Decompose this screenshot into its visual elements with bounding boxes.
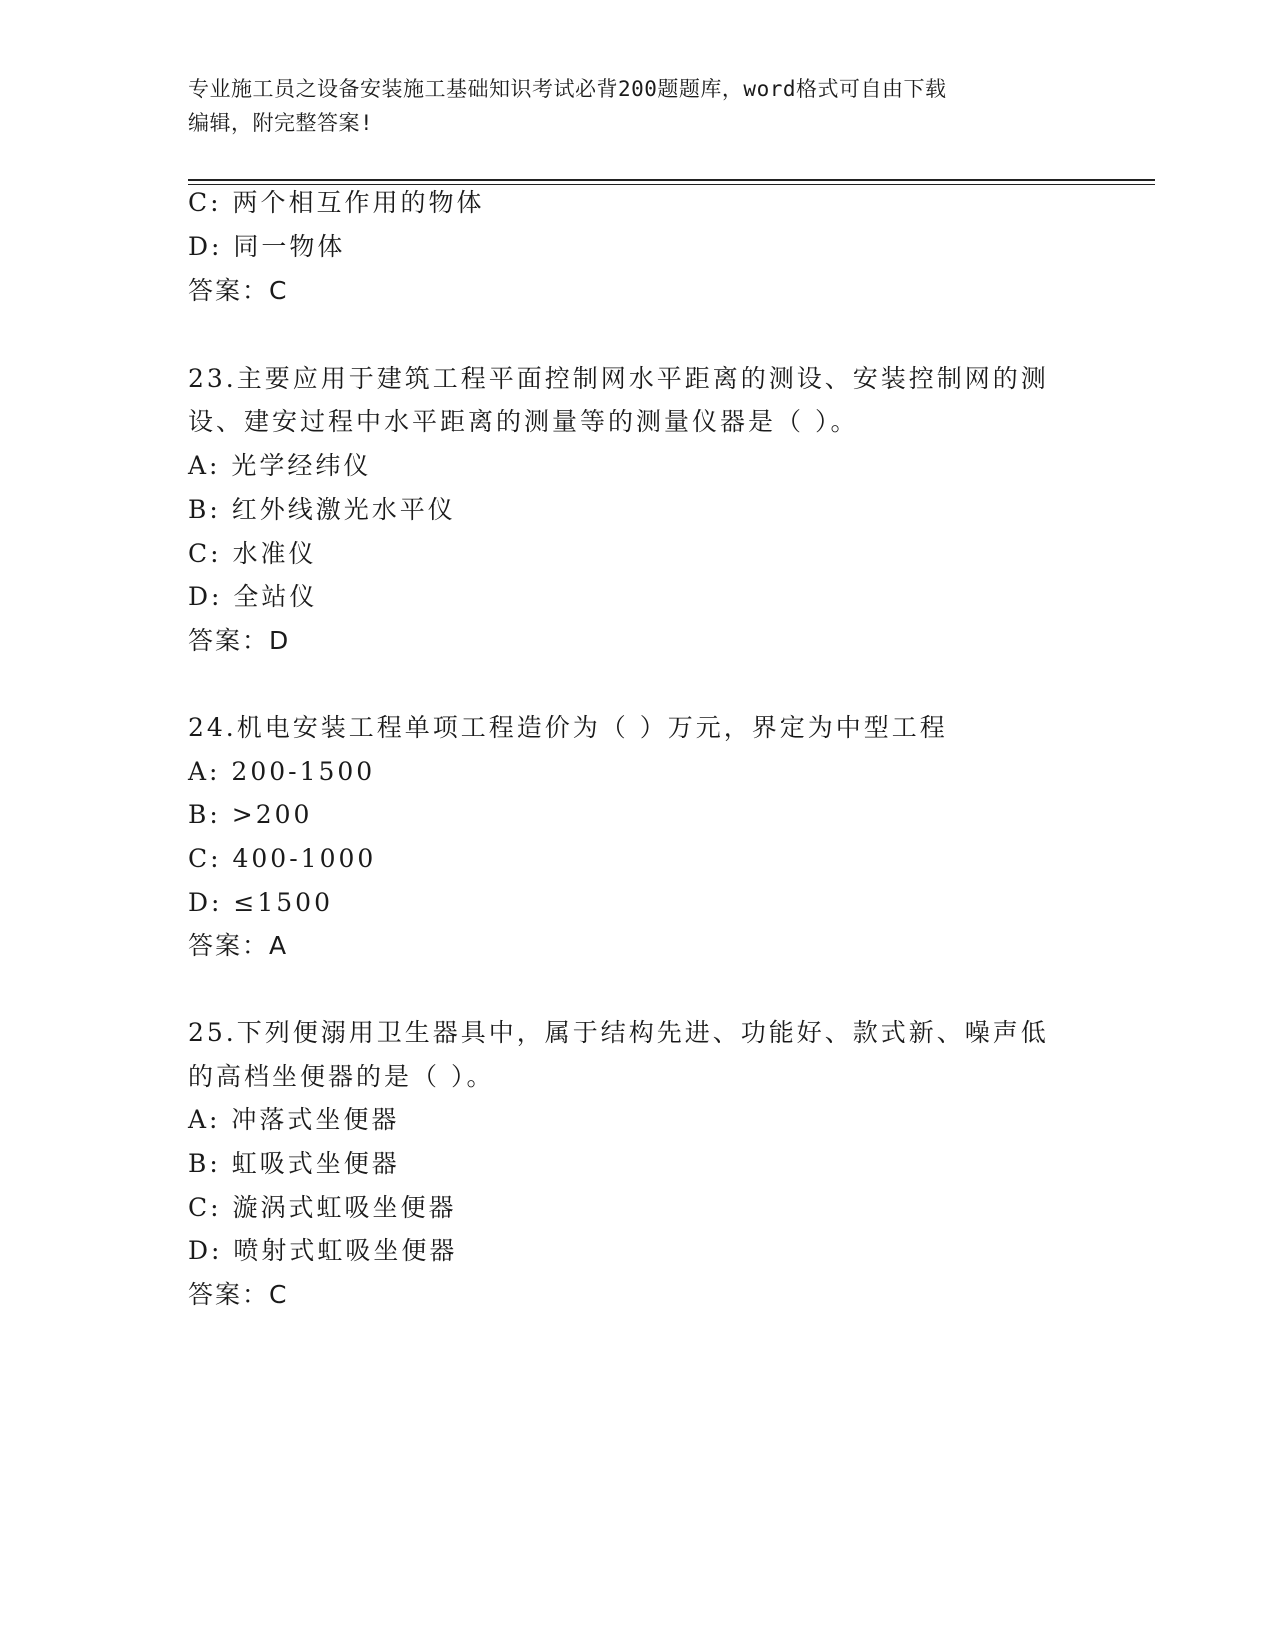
q23-option-b: B: 红外线激光水平仪 bbox=[188, 495, 456, 524]
q23-option-c: C: 水准仪 bbox=[188, 539, 317, 568]
q22-option-d: D: 同一物体 bbox=[188, 232, 346, 261]
q25-option-b: B: 虹吸式坐便器 bbox=[188, 1149, 400, 1178]
q24-option-b: B: >200 bbox=[188, 800, 313, 829]
q24-answer: 答案：A bbox=[188, 931, 289, 960]
q22-answer: 答案：C bbox=[188, 276, 289, 305]
header-title-line-1: 专业施工员之设备安装施工基础知识考试必背200题题库，word格式可自由下载 bbox=[188, 77, 947, 101]
q23-stem-line-1: 23.主要应用于建筑工程平面控制网水平距离的测设、安装控制网的测 bbox=[188, 364, 1049, 393]
q25-stem-line-1: 25.下列便溺用卫生器具中，属于结构先进、功能好、款式新、噪声低 bbox=[188, 1018, 1049, 1047]
q23-option-d: D: 全站仪 bbox=[188, 582, 318, 611]
q22-option-c: C: 两个相互作用的物体 bbox=[188, 188, 485, 217]
q25-option-a: A: 冲落式坐便器 bbox=[188, 1105, 400, 1134]
header-divider-thin bbox=[188, 184, 1155, 185]
q25-option-d: D: 喷射式虹吸坐便器 bbox=[188, 1236, 458, 1265]
q23-option-a: A: 光学经纬仪 bbox=[188, 451, 372, 480]
q25-option-c: C: 漩涡式虹吸坐便器 bbox=[188, 1193, 457, 1222]
header-divider-thick bbox=[188, 179, 1155, 181]
q25-answer: 答案：C bbox=[188, 1280, 289, 1309]
header-title-line-2: 编辑，附完整答案! bbox=[188, 111, 374, 135]
q24-option-d: D: ≤1500 bbox=[188, 888, 333, 917]
q24-option-a: A: 200-1500 bbox=[188, 757, 376, 786]
q23-stem-line-2: 设、建安过程中水平距离的测量等的测量仪器是（ ）。 bbox=[188, 407, 859, 436]
document-header bbox=[188, 72, 1088, 140]
q24-stem-line-1: 24.机电安装工程单项工程造价为（ ）万元，界定为中型工程 bbox=[188, 713, 948, 742]
q24-option-c: C: 400-1000 bbox=[188, 844, 377, 873]
q23-answer: 答案：D bbox=[188, 626, 291, 655]
q25-stem-line-2: 的高档坐便器的是（ ）。 bbox=[188, 1062, 495, 1091]
